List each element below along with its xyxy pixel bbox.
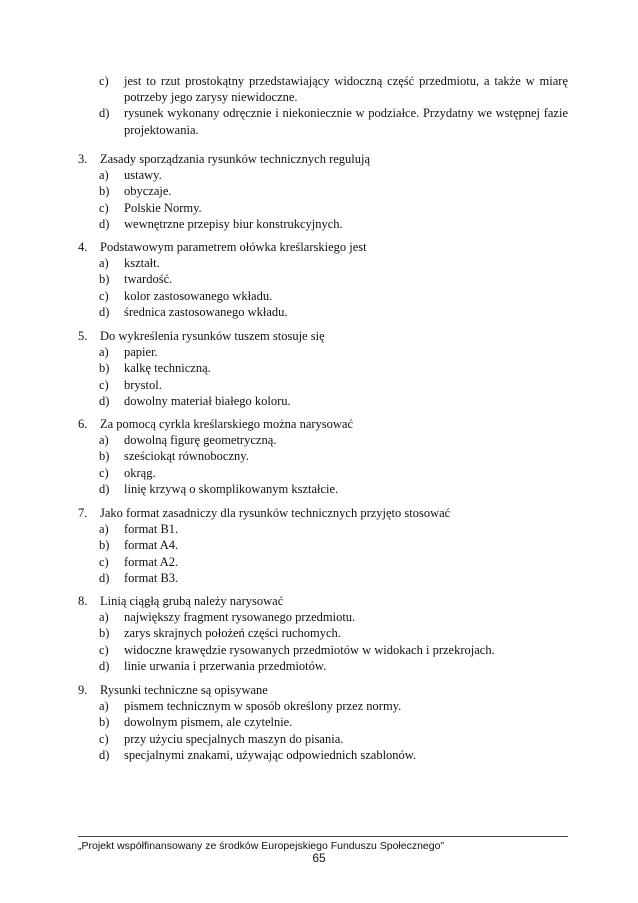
option-text: format B1.	[124, 522, 179, 537]
question-number: 6.	[78, 417, 88, 431]
option-text: pismem technicznym w sposób określony przez normy.	[124, 699, 402, 714]
question-text: Do wykreślenia rysunków tuszem stosuje się	[100, 329, 325, 343]
option-text: widoczne krawędzie rysowanych przedmiotów w widokach i przekrojach.	[124, 642, 495, 657]
option-letter: a)	[99, 433, 109, 448]
option	[78, 642, 568, 658]
option-letter: d)	[99, 747, 110, 762]
question-text: Zasady sporządzania rysunków technicznych regulują	[100, 152, 371, 166]
question-9	[78, 682, 568, 763]
option-text: papier.	[124, 345, 158, 360]
option	[78, 344, 568, 360]
question-4	[78, 239, 568, 320]
option-letter: d)	[99, 216, 110, 231]
option-letter: b)	[99, 361, 110, 376]
option	[78, 521, 568, 537]
option	[78, 271, 568, 287]
option	[78, 570, 568, 586]
option-letter: a)	[99, 345, 109, 360]
question-text: Jako format zasadniczy dla rysunków technicznych przyjęto stosować	[100, 506, 451, 520]
option-text: Polskie Normy.	[124, 200, 202, 215]
option-text: twardość.	[124, 272, 173, 287]
option-letter: d)	[99, 106, 110, 121]
option-letter: b)	[99, 538, 110, 553]
option	[78, 658, 568, 674]
option	[78, 304, 568, 320]
option	[78, 481, 568, 497]
option	[78, 609, 568, 625]
option-letter: c)	[99, 554, 109, 569]
option-text: brystol.	[124, 377, 162, 392]
option-letter: c)	[99, 731, 109, 746]
option-letter: d)	[99, 658, 110, 673]
question-text: Rysunki techniczne są opisywane	[100, 683, 268, 697]
option-letter: b)	[99, 449, 110, 464]
question-text: Za pomocą cyrkla kreślarskiego można narysować	[100, 417, 354, 431]
option-text: ustawy.	[124, 168, 162, 183]
option-text: specjalnymi znakami, używając odpowiednich szablonów.	[124, 747, 417, 762]
option	[78, 200, 568, 216]
option-text: format A4.	[124, 538, 179, 553]
option-text: okrąg.	[124, 465, 156, 480]
option-letter: b)	[99, 715, 110, 730]
option-text: dowolną figurę geometryczną.	[124, 433, 277, 448]
option-text: wewnętrzne przepisy biur konstrukcyjnych.	[124, 216, 343, 231]
option-letter: b)	[99, 626, 110, 641]
option	[78, 216, 568, 232]
option	[78, 698, 568, 714]
question-3	[78, 151, 568, 232]
question-8	[78, 593, 568, 674]
option-letter: b)	[99, 272, 110, 287]
option-text: dowolny materiał białego koloru.	[124, 393, 291, 408]
option	[78, 432, 568, 448]
option	[78, 465, 568, 481]
option-letter: b)	[99, 184, 110, 199]
footer-text: „Projekt współfinansowany ze środków Europejskiego Funduszu Społecznego”	[78, 840, 444, 852]
option	[78, 360, 568, 376]
option	[78, 625, 568, 641]
option-letter: a)	[99, 610, 109, 625]
question-number: 7.	[78, 506, 88, 520]
option	[78, 288, 568, 304]
question-number: 9.	[78, 683, 88, 697]
option-text: największy fragment rysowanego przedmiotu.	[124, 610, 356, 625]
continuation-options	[78, 73, 568, 138]
footer-divider	[78, 836, 568, 837]
question-5	[78, 328, 568, 409]
option-text: kolor zastosowanego wkładu.	[124, 288, 273, 303]
option	[78, 377, 568, 393]
question-number: 3.	[78, 152, 88, 166]
option	[78, 255, 568, 271]
option-letter: c)	[99, 74, 109, 88]
option	[78, 747, 568, 763]
option	[78, 731, 568, 747]
option-text: przy użyciu specjalnych maszyn do pisania.	[124, 731, 344, 746]
option-letter: d)	[99, 481, 110, 496]
question-6	[78, 416, 568, 497]
option-letter: a)	[99, 699, 109, 714]
option-text: średnica zastosowanego wkładu.	[124, 304, 288, 319]
option-letter: c)	[99, 288, 109, 303]
page-number: 65	[312, 851, 326, 865]
option	[78, 714, 568, 730]
option-letter: a)	[99, 256, 109, 271]
option-text: linię krzywą o skomplikowanym kształcie.	[124, 481, 339, 496]
option	[78, 537, 568, 553]
question-7	[78, 505, 568, 586]
option-letter: d)	[99, 393, 110, 408]
option-text: rysunek wykonany odręcznie i niekoniecznie w podziałce. Przydatny we wstępnej fazie projektowania.	[124, 106, 568, 137]
option	[78, 448, 568, 464]
option-text: linie urwania i przerwania przedmiotów.	[124, 658, 327, 673]
option-text: kalkę techniczną.	[124, 361, 211, 376]
question-number: 4.	[78, 240, 88, 254]
question-text: Linią ciągłą grubą należy narysować	[100, 594, 284, 608]
option	[78, 73, 568, 105]
option-text: format A2.	[124, 554, 179, 569]
option-text: zarys skrajnych położeń części ruchomych.	[124, 626, 341, 641]
question-text: Podstawowym parametrem ołówka kreślarskiego jest	[100, 240, 367, 254]
option-text: dowolnym pismem, ale czytelnie.	[124, 715, 293, 730]
option-text: format B3.	[124, 570, 179, 585]
option-letter: c)	[99, 377, 109, 392]
option-letter: c)	[99, 200, 109, 215]
question-number: 8.	[78, 594, 88, 608]
option-letter: d)	[99, 304, 110, 319]
option	[78, 393, 568, 409]
option	[78, 105, 568, 137]
option-text: obyczaje.	[124, 184, 172, 199]
option-letter: c)	[99, 642, 109, 657]
question-number: 5.	[78, 329, 88, 343]
option-letter: c)	[99, 465, 109, 480]
option	[78, 183, 568, 199]
option-letter: a)	[99, 168, 109, 183]
option-text: sześciokąt równoboczny.	[124, 449, 249, 464]
option-letter: d)	[99, 570, 110, 585]
option-text: jest to rzut prostokątny przedstawiający widoczną część przedmiotu, a także w miarę potrzeby jego zarysy niewidoczne.	[124, 74, 568, 105]
option-letter: a)	[99, 522, 109, 537]
option-text: kształt.	[124, 256, 160, 271]
option	[78, 167, 568, 183]
option	[78, 554, 568, 570]
